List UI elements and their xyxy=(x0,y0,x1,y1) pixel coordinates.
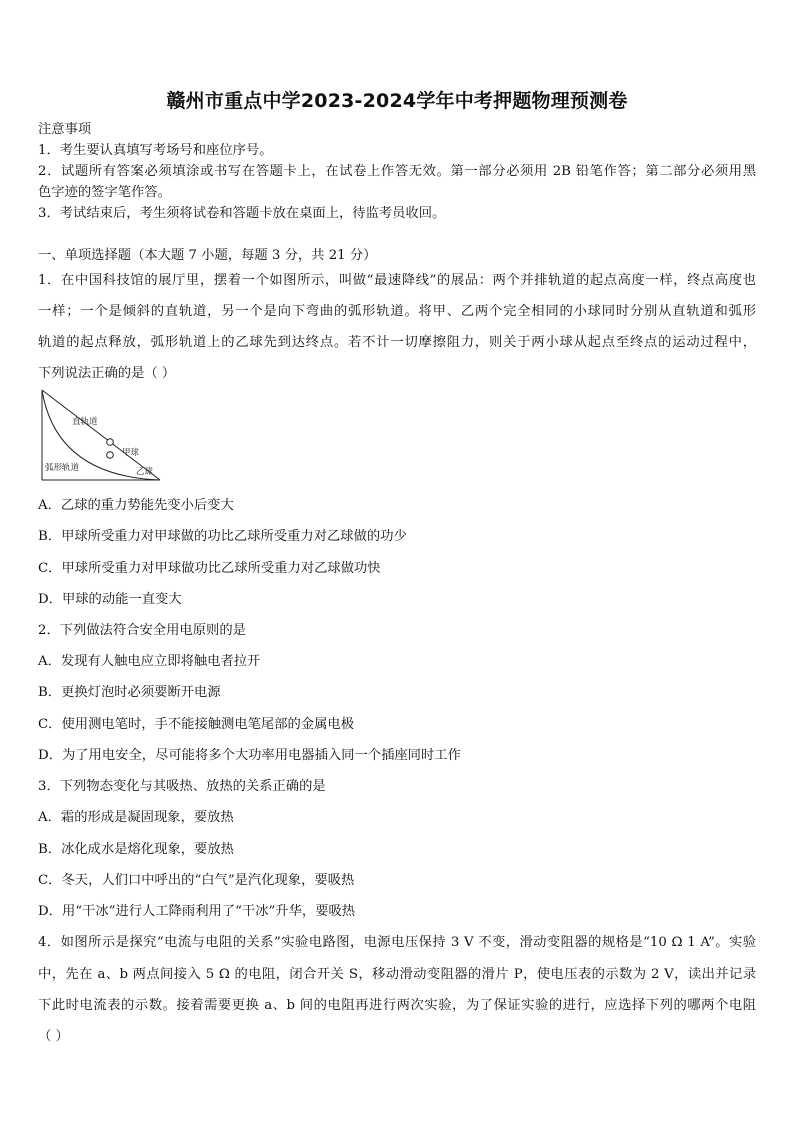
straight-track-label: 直轨道 xyxy=(72,417,98,427)
ball-a xyxy=(107,439,114,446)
q3-stem: 3．下列物态变化与其吸热、放热的关系正确的是 xyxy=(38,779,326,794)
q2-option-b: B．更换灯泡时必须要断开电源 xyxy=(38,685,221,700)
q3-option-c: C．冬天，人们口中呼出的“白气”是汽化现象，要吸热 xyxy=(38,873,355,888)
q1-option-d: D．甲球的动能一直变大 xyxy=(38,592,182,607)
q3-option-a: A．霜的形成是凝固现象，要放热 xyxy=(38,810,234,825)
q1-stem-line-2: 一样；一个是倾斜的直轨道，另一个是向下弯曲的弧形轨道。将甲、乙两个完全相同的小球同时分别从直轨道和弧形 xyxy=(38,304,756,319)
notice-item-2: 2．试题所有答案必须填涂或书写在答题卡上，在试卷上作答无效。第一部分必须用 2B 铅笔作答；第二部分必须用黑 xyxy=(38,164,756,179)
q1-option-c: C．甲球所受重力对甲球做功比乙球所受重力对乙球做功快 xyxy=(38,561,381,576)
q1-stem-line-1: 1．在中国科技馆的展厅里，摆着一个如图所示，叫做“最速降线”的展品：两个并排轨道的起点高度一样，终点高度也 xyxy=(38,273,756,288)
q1-track-figure xyxy=(38,388,168,488)
q4-stem-line-1: 4．如图所示是探究“电流与电阻的关系”实验电路图，电源电压保持 3 V 不变，滑动变阻器的规格是“10 Ω 1 A”。实验 xyxy=(38,935,756,950)
notice-item-2-cont: 色字迹的签字笔作答。 xyxy=(38,185,171,200)
notice-item-3: 3．考试结束后，考生须将试卷和答题卡放在桌面上，待监考员收回。 xyxy=(38,206,446,221)
q4-stem-line-2: 中，先在 a、b 两点间接入 5 Ω 的电阻，闭合开关 S，移动滑动变阻器的滑片 P，使电压表的示数为 2 V，读出并记录 xyxy=(38,967,756,982)
page-title: 赣州市重点中学2023-2024学年中考押题物理预测卷 xyxy=(166,90,628,112)
curved-track-label: 弧形轨道 xyxy=(45,463,80,473)
notice-item-1: 1．考生要认真填写考场号和座位序号。 xyxy=(38,143,273,158)
q1-option-a: A．乙球的重力势能先变小后变大 xyxy=(38,498,234,513)
q4-stem-line-4: （ ） xyxy=(38,1029,69,1044)
q2-option-c: C．使用测电笔时，手不能接触测电笔尾部的金属电极 xyxy=(38,717,355,732)
ball-b xyxy=(107,452,114,459)
q2-option-a: A．发现有人触电应立即将触电者拉开 xyxy=(38,654,261,669)
ball-a-label: 甲球 xyxy=(122,448,140,458)
q1-stem-line-4: 下列说法正确的是（ ） xyxy=(38,366,176,381)
q1-stem-line-3: 轨道的起点释放，弧形轨道上的乙球先到达终点。若不计一切摩擦阻力，则关于两小球从起点至终点的运动过程中， xyxy=(38,335,756,350)
q2-stem: 2．下列做法符合安全用电原则的是 xyxy=(38,623,246,638)
q2-option-d: D．为了用电安全，尽可能将多个大功率用电器插入同一个插座同时工作 xyxy=(38,748,461,763)
ball-b-label: 乙球 xyxy=(136,467,154,477)
q4-stem-line-3: 下此时电流表的示数。接着需要更换 a、b 间的电阻再进行两次实验，为了保证实验的进行，应选择下列的哪两个电阻 xyxy=(38,998,756,1013)
q3-option-b: B．冰化成水是熔化现象，要放热 xyxy=(38,842,234,857)
section-heading: 一、单项选择题（本大题 7 小题，每题 3 分，共 21 分） xyxy=(38,248,377,263)
track-diagram xyxy=(38,388,168,488)
notice-heading: 注意事项 xyxy=(38,122,92,137)
q3-option-d: D．用“干冰”进行人工降雨利用了“干冰”升华，要吸热 xyxy=(38,904,356,919)
q1-option-b: B．甲球所受重力对甲球做的功比乙球所受重力对乙球做的功少 xyxy=(38,529,407,544)
